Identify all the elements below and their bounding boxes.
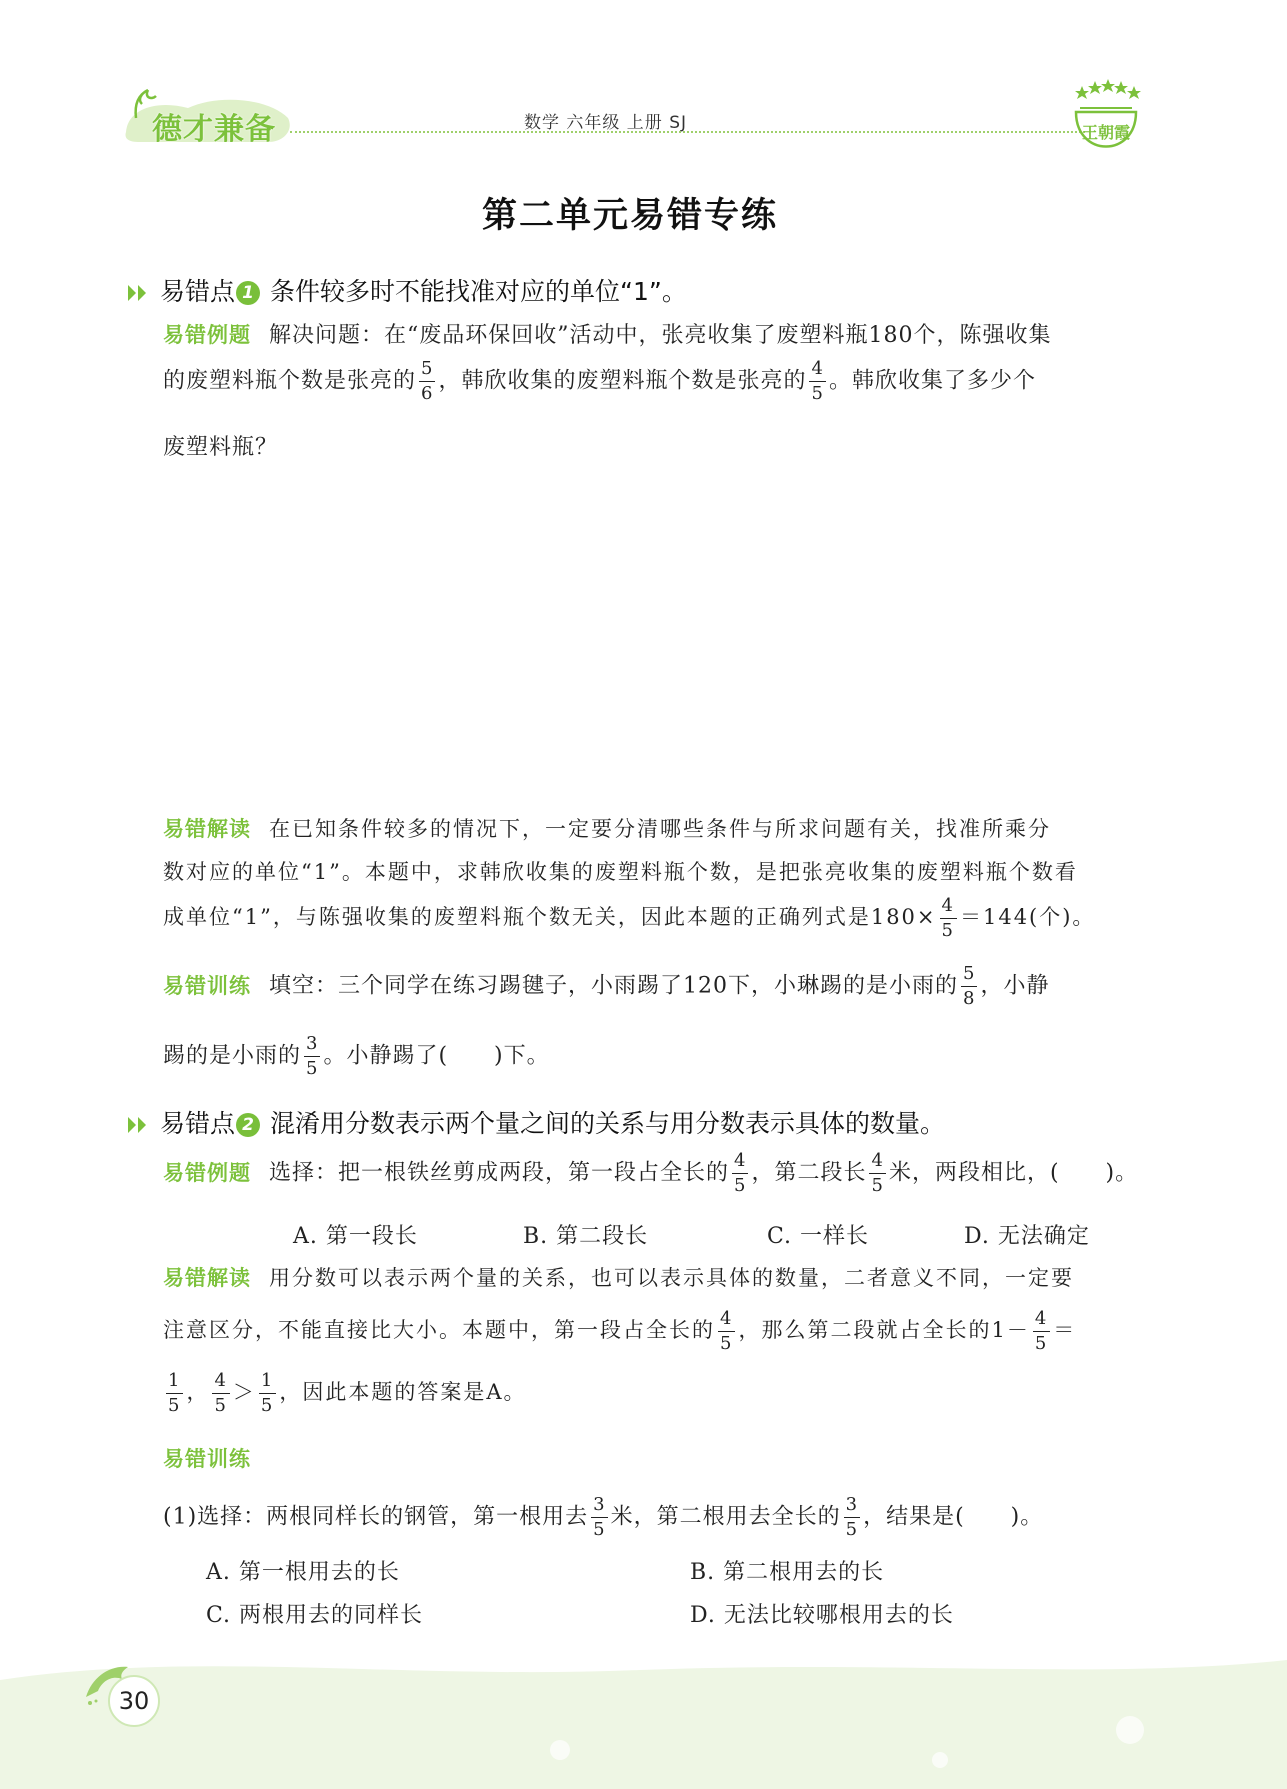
fraction: $\frac{3}{5}$ bbox=[845, 1494, 859, 1540]
fraction: $\frac{4}{5}$ bbox=[214, 1370, 228, 1416]
double-chevron-icon bbox=[128, 283, 152, 303]
seal-emblem-icon bbox=[1066, 78, 1146, 174]
fraction: $\frac{4}{5}$ bbox=[871, 1150, 884, 1196]
seal-text: 王朝霞 bbox=[1081, 123, 1131, 142]
answer-blank[interactable]: ，结果是( )。 bbox=[863, 1504, 1044, 1530]
fraction: $\frac{4}{5}$ bbox=[1034, 1308, 1049, 1354]
choice-option-d[interactable]: D. 无法确定 bbox=[964, 1224, 1090, 1249]
error-point-number-badge: 2 bbox=[236, 1113, 260, 1137]
p1-training-line-1: 易错训练 填空：三个同学在练习踢毽子，小雨踢了120下，小琳踢的是小雨的 $\frac{5}{8}$ ，小静 bbox=[163, 963, 1050, 1009]
fraction: $\frac{5}{6}$ bbox=[421, 358, 434, 404]
error-point-text: 混淆用分数表示两个量之间的关系与用分数表示具体的数量。 bbox=[270, 1109, 946, 1138]
training-label: 易错训练 bbox=[163, 1447, 251, 1471]
example-label: 易错例题 bbox=[163, 323, 251, 347]
q1-option-b[interactable]: B. 第二根用去的长 bbox=[690, 1560, 885, 1585]
fraction: $\frac{1}{5}$ bbox=[260, 1370, 275, 1416]
fraction: $\frac{3}{5}$ bbox=[306, 1033, 319, 1079]
p2-example-line: 易错例题 选择：把一根铁丝剪成两段，第一段占全长的 $\frac{4}{5}$ ，第二段长 $\frac{4}{5}$ 米，两段相比，( )。 bbox=[163, 1150, 1139, 1196]
p2-analysis-line-2: 注意区分，不能直接比大小。本题中，第一段占全长的 $\frac{4}{5}$ ，那么第二段就占全长的1－ $\frac{4}{5}$ ＝ bbox=[163, 1308, 1077, 1354]
example-label: 易错例题 bbox=[163, 1160, 251, 1185]
footer-wave-decoration bbox=[0, 1640, 1287, 1789]
page-number: 30 bbox=[108, 1675, 160, 1727]
p2-analysis-line-1: 易错解读 用分数可以表示两个量的关系，也可以表示具体的数量，二者意义不同，一定要 bbox=[163, 1266, 1074, 1290]
p1-analysis-line-3: 成单位“1”，与陈强收集的废塑料瓶个数无关，因此本题的正确列式是180× $\frac{4}{5}$ ＝144(个)。 bbox=[163, 895, 1096, 941]
error-point-2-title bbox=[128, 1104, 945, 1140]
error-point-text: 条件较多时不能找准对应的单位“1”。 bbox=[270, 277, 687, 306]
p1-example-line-2: 的废塑料瓶个数是张亮的 $\frac{5}{6}$ ，韩欣收集的废塑料瓶个数是张亮的 $\frac{4}{5}$ 。韩欣收集了多少个 bbox=[163, 358, 1036, 404]
q1-option-c[interactable]: C. 两根用去的同样长 bbox=[206, 1603, 424, 1628]
header-divider bbox=[290, 131, 1085, 133]
double-chevron-icon bbox=[128, 1115, 152, 1135]
page-header bbox=[0, 0, 1287, 150]
fraction: $\frac{3}{5}$ bbox=[593, 1494, 606, 1540]
p1-analysis-line-1: 易错解读 在已知条件较多的情况下，一定要分清哪些条件与所求问题有关，找准所乘分 bbox=[163, 817, 1051, 841]
q1-option-d[interactable]: D. 无法比较哪根用去的长 bbox=[690, 1603, 954, 1628]
error-point-number-badge: 1 bbox=[236, 281, 260, 305]
answer-blank[interactable]: 。小静踢了( )下。 bbox=[323, 1043, 550, 1069]
fraction: $\frac{4}{5}$ bbox=[720, 1308, 734, 1354]
choice-option-a[interactable]: A. 第一段长 bbox=[293, 1224, 418, 1249]
p1-training-line-2: 踢的是小雨的 $\frac{3}{5}$ 。小静踢了( )下。 bbox=[163, 1033, 550, 1079]
q1-option-a[interactable]: A. 第一根用去的长 bbox=[206, 1560, 400, 1585]
p1-example-line-3: 废塑料瓶？ bbox=[163, 435, 279, 460]
analysis-label: 易错解读 bbox=[163, 1266, 251, 1290]
p1-analysis-line-2: 数对应的单位“1”。本题中，求韩欣收集的废塑料瓶个数，是把张亮收集的废塑料瓶个数看 bbox=[163, 860, 1078, 884]
error-point-label: 易错点 bbox=[160, 1109, 236, 1138]
error-point-1-title bbox=[128, 272, 687, 308]
header-subject: 数学 六年级 上册 SJ bbox=[524, 113, 688, 133]
fraction: $\frac{4}{5}$ bbox=[811, 358, 824, 404]
page-title: 第二单元易错专练 bbox=[481, 196, 778, 236]
error-point-label: 易错点 bbox=[160, 277, 236, 306]
p1-example-line-1: 易错例题 解决问题：在“废品环保回收”活动中，张亮收集了废塑料瓶180个，陈强收集 bbox=[163, 323, 1052, 348]
p2-training-label-line bbox=[163, 1443, 269, 1473]
answer-blank[interactable]: 米，两段相比，( )。 bbox=[888, 1160, 1139, 1186]
fraction: $\frac{5}{8}$ bbox=[963, 963, 976, 1009]
brand-logo-text: 德才兼备 bbox=[152, 112, 276, 147]
analysis-label: 易错解读 bbox=[163, 817, 251, 841]
choice-option-c[interactable]: C. 一样长 bbox=[767, 1224, 870, 1249]
choice-option-b[interactable]: B. 第二段长 bbox=[523, 1224, 649, 1249]
p2-question-1: (1)选择：两根同样长的钢管，第一根用去 $\frac{3}{5}$ 米，第二根用去全长的 $\frac{3}{5}$ ，结果是( )。 bbox=[163, 1494, 1044, 1540]
fraction: $\frac{1}{5}$ bbox=[168, 1370, 182, 1416]
fraction: $\frac{4}{5}$ bbox=[734, 1150, 747, 1196]
training-label: 易错训练 bbox=[163, 973, 251, 998]
p2-analysis-line-3: $\frac{1}{5}$ ， $\frac{4}{5}$ ＞ $\frac{1}{5}$ ，因此本题的答案是A。 bbox=[168, 1370, 527, 1416]
fraction: $\frac{4}{5}$ bbox=[941, 895, 955, 941]
